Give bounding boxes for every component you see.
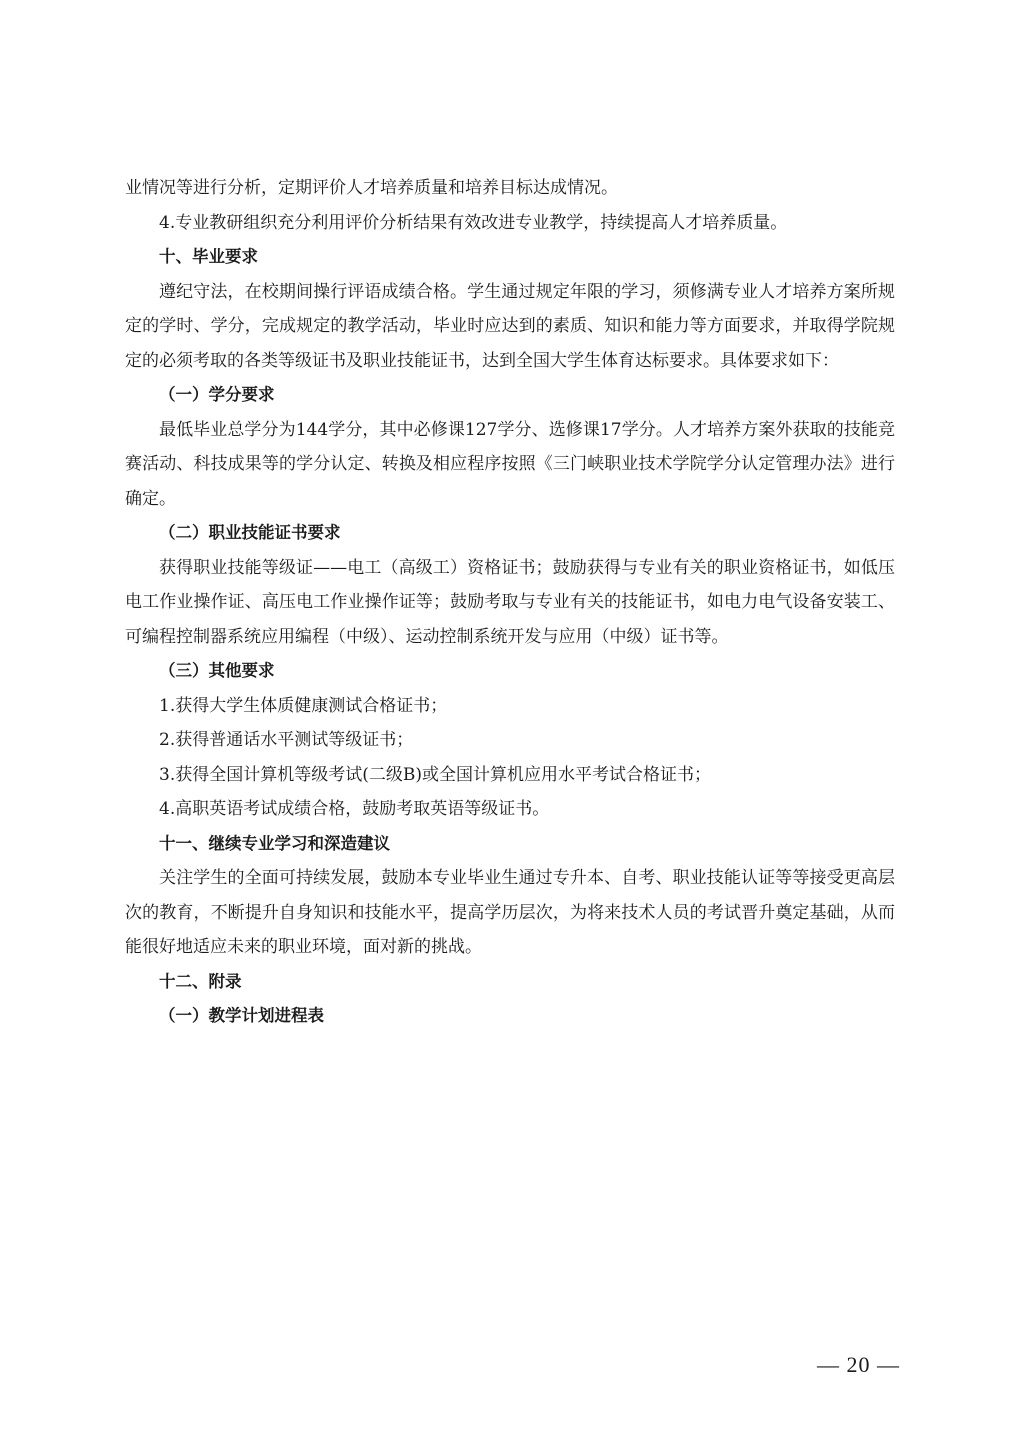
other-requirement-item: 1.获得大学生体质健康测试合格证书； <box>159 695 448 716</box>
credit-requirement-text: 最低毕业总学分为144学分，其中必修课127学分、选修课17学分。人才培养方案外获取的技能竞赛活动、科技成果等的学分认定、转换及相应程序按照《三门峡职业技术学院学分认定管理办法》进行确定。 <box>125 419 895 509</box>
section-11-text: 关注学生的全面可持续发展，鼓励本专业毕业生通过专升本、自考、职业技能认证等等接受更高层次的教育，不断提升自身知识和技能水平，提高学历层次，为将来技术人员的考试晋升奠定基础，从而能很好地适应未来的职业环境，面对新的挑战。 <box>125 868 895 957</box>
section-12-heading: 十二、附录 <box>159 971 242 991</box>
section-11-heading: 十一、继续专业学习和深造建议 <box>159 833 390 853</box>
other-requirement-item: 4.高职英语考试成绩合格，鼓励考取英语等级证书。 <box>159 799 550 819</box>
certificate-requirement-heading: （二）职业技能证书要求 <box>159 523 341 542</box>
teaching-plan-heading: （一）教学计划进程表 <box>159 1006 324 1025</box>
page-number: — 20 — <box>817 1352 900 1377</box>
other-requirement-heading: （三）其他要求 <box>159 661 275 680</box>
other-requirement-item: 3.获得全国计算机等级考试(二级B)或全国计算机应用水平考试合格证书； <box>159 764 711 785</box>
section-10-intro: 遵纪守法，在校期间操行评语成绩合格。学生通过规定年限的学习，须修满专业人才培养方案所规定的学时、学分，完成规定的教学活动，毕业时应达到的素质、知识和能力等方面要求，并取得学院规定的必须考取的各类等级证书及职业技能证书，达到全国大学生体育达标要求。具体要求如下： <box>125 281 895 371</box>
certificate-requirement-text: 获得职业技能等级证——电工（高级工）资格证书；鼓励获得与专业有关的职业资格证书，如低压电工作业操作证、高压电工作业操作证等；鼓励考取与专业有关的技能证书，如电力电气设备安装工、可编程控制器系统应用编程（中级）、运动控制系统开发与应用（中级）证书等。 <box>125 557 895 647</box>
evaluation-item-4: 4.专业教研组织充分利用评价分析结果有效改进专业教学，持续提高人才培养质量。 <box>159 212 788 233</box>
continuation-paragraph: 业情况等进行分析，定期评价人才培养质量和培养目标达成情况。 <box>125 178 618 198</box>
credit-requirement-heading: （一）学分要求 <box>159 385 275 404</box>
section-10-heading: 十、毕业要求 <box>159 247 258 266</box>
document-body <box>125 171 895 1034</box>
other-requirement-item: 2.获得普通话水平测试等级证书； <box>159 730 414 750</box>
